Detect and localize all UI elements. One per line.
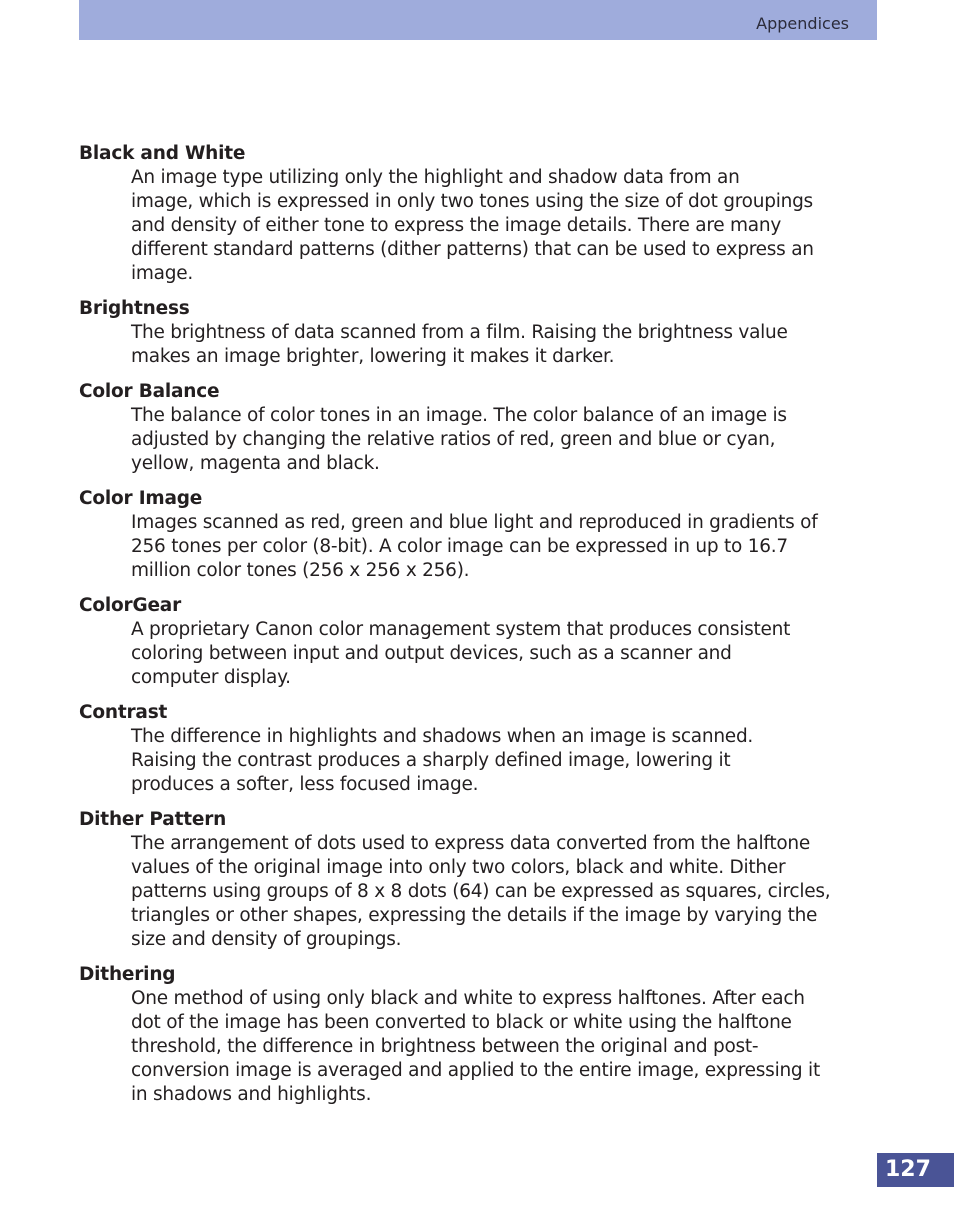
glossary-term: Contrast (79, 702, 168, 723)
glossary-definition: Images scanned as red, green and blue light and reproduced in gradients of 256 tones per color (8-bit). A color image can be expressed in up to 16.7 million color tones (256 x 256 x 256). (131, 512, 818, 581)
glossary-definition: A proprietary Canon color management system that produces consistent coloring between input and output devices, such as a scanner and computer display. (131, 619, 791, 688)
glossary-definition: One method of using only black and white to express halftones. After each dot of the image has been converted to black or white using the halftone threshold, the difference in brightness between the original and post- conversion image is averaged and applied to the entire image, expressing it in shadows and highlights. (131, 988, 820, 1105)
glossary-term: Brightness (79, 298, 190, 319)
glossary-entry (79, 297, 869, 369)
glossary-definition: The balance of color tones in an image. The color balance of an image is adjusted by changing the relative ratios of red, green and blue or cyan, yellow, magenta and black. (131, 405, 787, 474)
glossary-entry (79, 963, 869, 1107)
glossary-entry (79, 380, 869, 476)
glossary-definition: An image type utilizing only the highlight and shadow data from an image, which is expressed in only two tones using the size of dot groupings and density of either tone to express the image details. There are many different standard patterns (dither patterns) that can be used to express an image. (131, 167, 814, 284)
glossary-entry (79, 808, 869, 952)
section-label: Appendices (756, 14, 849, 33)
glossary-term: Black and White (79, 143, 246, 164)
glossary-entry (79, 142, 869, 286)
header-bar (79, 0, 877, 40)
page-number: 127 (885, 1157, 931, 1182)
glossary-term: ColorGear (79, 595, 182, 616)
page-number-box (877, 1153, 954, 1187)
glossary-list (79, 142, 869, 1118)
glossary-term: Dither Pattern (79, 809, 227, 830)
glossary-definition: The difference in highlights and shadows when an image is scanned. Raising the contrast produces a sharply defined image, lowering it produces a softer, less focused image. (131, 726, 754, 795)
glossary-term: Color Balance (79, 381, 220, 402)
glossary-definition: The brightness of data scanned from a film. Raising the brightness value makes an image brighter, lowering it makes it darker. (131, 322, 788, 367)
glossary-definition: The arrangement of dots used to express data converted from the halftone values of the original image into only two colors, black and white. Dither patterns using groups of 8 x 8 dots (64) can be expressed as squares, circles, triangles or other shapes, expressing the details if the image by varying the size and density of groupings. (131, 833, 831, 950)
glossary-entry (79, 701, 869, 797)
glossary-entry (79, 594, 869, 690)
glossary-term: Color Image (79, 488, 203, 509)
glossary-entry (79, 487, 869, 583)
glossary-term: Dithering (79, 964, 176, 985)
